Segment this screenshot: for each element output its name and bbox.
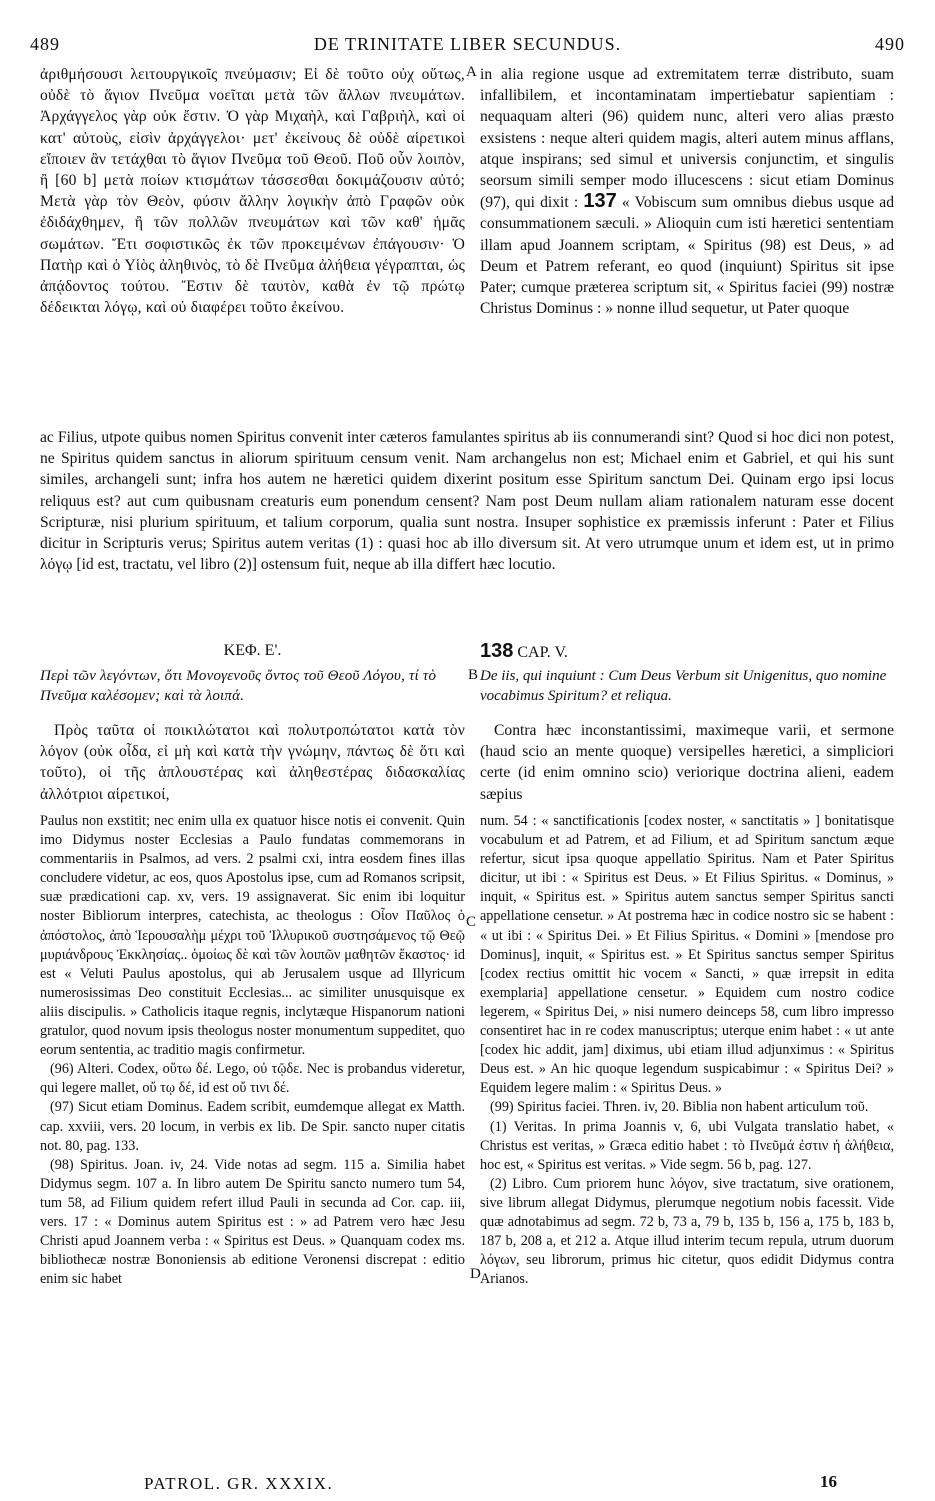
page-number-right: 490 — [875, 34, 905, 54]
margin-letter-c: C — [466, 914, 477, 930]
margin-letter-b: B — [468, 667, 479, 683]
footnote: (96) Alteri. Codex, οὕτω δέ. Lego, οὐ τῷδε. Nec is probandus videretur, qui legere mallet, οὔ τῳ δέ, id est οὔ τινι δέ. — [40, 1061, 465, 1097]
footnote: num. 54 : « sanctificationis [codex noster, « sanctitatis » ] bonitatisque vocabulum et ad Patrem, et ad Filium, et ad Spiritum sanctum æque refertur, sicut ipsa quoque appellatio Spiritus. Nam et Pater Spiritus dicitur, ut ibi : « Spiritus est Deus. » Et Filius Spiritus. « Dominus, » inquit, « Spiritus est. » Spiritus autem sanctus semper Spiritus sancti appellatione censetur. » At postrema hæc in codice nostro sic se habent : « ut ibi : « Spiritus Dei. » Et Filius Spiritus. « Domini » [mendose pro Dominus], inquit, « Spiritus est. » Et Spiritus sanctus semper Spiritus [codex rectius omittit hic vocem « Sancti, » quæ irrepsit in edita exemplaria] appellatione censetur. » Equidem cum nostro codice legerem, « Spiritus Dei, » nisi numero deinceps 58, cum libro impresso consentiret hac in re codex manuscriptus; uterque enim habet : « ut ante [codex hic addit, jam] diximus, ubi etiam illud adjunximus : « Spiritus Deus est. » An hic quoque legendum suspicabimur : « Spiritus Dei? » Equidem legere malim : « Spiritus Deus. » — [480, 813, 894, 1097]
footnotes-right — [480, 812, 894, 1289]
chapter-label: CAP. V. — [517, 644, 568, 661]
chapter-heading-greek: ΚΕΦ. Ε'. — [223, 642, 282, 659]
footnote: (97) Sicut etiam Dominus. Eadem scribit, eumdemque allegat ex Matth. cap. xxviii, vers. 20 locum, in verbis ex lib. De Spir. sancto nuper citatis not. 80, pag. 133. — [40, 1099, 465, 1154]
footnotes-left — [40, 812, 465, 1289]
latin-text-part-b: « Vobiscum sum omnibus diebus usque ad consummationem sæculi. » Alioquin cum isti hæretici sententiam illam apud Joannem scriptam, « Spiritus (98) est Deus, » ad Deum et Patrem referant, eo quod (inquiunt) Spiritus sit ipse Pater; cumque præterea scriptum sit, « Spiritus faciei (99) nostræ Christus Dominus : » nonne illud sequetur, ut Pater quoque — [480, 194, 894, 318]
greek-paragraph: ἀριθμήσουσι λειτουργικοῖς πνεύμασιν; Εἰ δὲ τοῦτο οὐχ οὕτως, οὐδὲ τὸ ἅγιον Πνεῦμα νοεῖται μετὰ τῶν ἄλλων πνευμάτων. Ἀρχάγγελος γὰρ οὐκ ἔστιν. Ὁ γὰρ Μιχαὴλ, καὶ Γαβριὴλ, καὶ οἱ κατ' αὐτοὺς, εἰσὶν ἀρχάγγελοι· μετ' ἐκείνους δὲ οὐδὲ αἱρετικοὶ εἴποιεν ἂν τετάχθαι τὸ ἅγιον Πνεῦμα τοῦ Θεοῦ. Ποῦ οὖν λοιπὸν, ἢ [60 b] μετὰ ποίων κτισμάτων τάσσεσθαι δοκιμάζουσιν αὐτό; Μετὰ γὰρ τὸν Θεὸν, φύσιν ἄλλην λογικὴν ἀπὸ Γραφῶν οὐκ ἐδιδάχθημεν, ἢ τῶν πολλῶν πνευμάτων καὶ τῶν καθ' ἡμᾶς σωμάτων. Ἔτι σοφιστικῶς ἐκ τῶν προκειμένων ἐπάγουσιν· Ὁ Πατὴρ καὶ ὁ Υἱὸς ἀληθινὸς, τὸ δὲ Πνεῦμα ἀλήθεια γέγραπται, ὡς ἀπᾴδοντος τούτου. Ἔστιν δὲ ταυτὸν, καθὰ ἐν τῷ πρώτῳ δέδεικται λόγῳ, καὶ οὐ διαφέρει τοῦτο ἐκείνου. — [40, 66, 465, 317]
latin-text-part-a: in alia regione usque ad extremitatem terræ distributo, suam infallibilem, et incontaminatam impertiebatur sapientiam : nequaquam alteri (96) quidem nunc, alteri vero alias præsto exsistens : neque alteri quidem magis, alteri autem minus afflans, atque inspirans; sed simul et universis conjunctim, et singulis seorsum simili semper modo illucescens : sicut etiam Dominus (97), qui dixit : — [480, 66, 894, 212]
latin-text-top — [480, 64, 894, 319]
margin-letter-a: A — [466, 64, 477, 80]
footnote: Paulus non exstitit; nec enim ulla ex quatuor hisce notis ei convenit. Quin imo Didymus noster Ecclesias a Paulo fundatas commemorans in commentariis in Psalmos, ad vers. 2 psalmi cxi, intra eosdem fines illas concludere videtur, ac eos, quos Apostolus ipse, cum ad Romanos scripsit, suæ prædicationi cap. xv, vers. 19 assignaverat. Sic enim ibi loquitur noster Bibliorum interpres, catechista, ac theologus : Οἷον Παῦλος ὁ ἀπόστολος, ἀπὸ Ἱερουσαλὴμ μέχρι τοῦ Ἰλλυρικοῦ συστησάμενος τῷ Θεῷ μυριάνδρους Ἐκκλησίας.. ὁμοίως δὲ καὶ τῶν λοιπῶν μαθητῶν ἕκαστος· id est « Veluti Paulus apostolus, qui ab Jerusalem usque ad Illyricum numerosissimas Deo constituit Ecclesias... ac similiter unusquisque ex aliis discipulis. » Catholicis itaque regnis, inclytæque Hispanorum nationi gratulor, quod novum ipsis theologus noster monumentum suppeditet, quo eorum sententia, ac traditio magis confirmetur. — [40, 813, 465, 1059]
chapter-summary-greek: Περὶ τῶν λεγόντων, ὅτι Μονογενοῦς ὄντος τοῦ Θεοῦ Λόγου, τί τὸ Πνεῦμα καλέσομεν; καὶ τὰ λοιπά. — [40, 668, 437, 704]
latin-paragraph — [480, 64, 894, 319]
footnote: (1) Veritas. In prima Joannis v, 6, ubi Vulgata translatio habet, « Christus est veritas, » Græca editio habet : τὸ Πνεῦμά ἐστιν ἡ ἀλήθεια, hoc est, « Spiritus est veritas. » Vide segm. 56 b, pag. 127. — [480, 1118, 894, 1173]
greek-text-top — [40, 64, 465, 318]
footnote: (98) Spiritus. Joan. iv, 24. Vide notas ad segm. 115 a. Similia habet Didymus segm. 107 a. In libro autem De Spiritu sancto numero tum 54, tum 58, ad Filium quidem refert illud Pauli in secunda ad Cor. cap. iii, vers. 17 : « Dominus autem Spiritus est : » ad Patrem vero hæc Jesu Christi apud Joannem verba : « Spiritus est Deus. » Quanquam codex ms. bibliothecæ nostræ Bononiensis ab editione Veronensi discrepat : editio enim sic habet — [40, 1156, 465, 1288]
latin-body-text — [480, 720, 894, 805]
page-number-left: 489 — [30, 34, 60, 54]
chapter-heading-latin — [480, 640, 894, 663]
latin-text-full-width — [40, 427, 894, 575]
latin-body-paragraph: Contra hæc inconstantissimi, maximeque varii, et sermone (haud scio an mente quoque) versipelles hæretici, a simpliciori certe (id enim omnino scio) veriorique doctrina alieni, eadem sæpius — [480, 722, 894, 803]
latin-full-paragraph: ac Filius, utpote quibus nomen Spiritus convenit inter cæteros famulantes spiritus ab iis connumerandi sint? Quod si hoc dici non potest, ne Spiritus quidem sanctus in aliorum spirituum censum venit. Nam archangelus non est; Michael enim et Gabriel, et qui his sunt similes, archangeli sunt; infra hos autem ne hæretici quidem dixerint positum esse Spiritum sanctum Dei. Quinam ergo ipsi locus reliquus est? aut cum quibusnam creaturis eum ponendum censent? Nam post Deum nullam aliam rationalem naturam esse docent Scripturæ, nisi plurium spirituum, et talium corporum, qualia sunt nostra. Insuper sophistice ex præmissis inferunt : Pater et Filius dicitur in Scripturis verus; Spiritus autem veritas (1) : quasi hoc ab illo diversum sit. At vero utrumque unum et idem est, ut in primo λόγῳ [id est, tractatu, vel libro (2)] ostensum fuit, neque ab illa differt hæc locutio. — [40, 429, 894, 574]
footer-signature: PATROL. GR. XXXIX. — [144, 1474, 334, 1493]
column-number-138: 138 — [480, 640, 514, 662]
running-title: DE TRINITATE LIBER SECUNDUS. — [313, 34, 622, 54]
margin-letter-d: D — [470, 1266, 481, 1282]
footnote: (99) Spiritus faciei. Thren. iv, 20. Biblia non habent articulum τοῦ. — [490, 1099, 869, 1116]
greek-body-text — [40, 720, 465, 805]
chapter-summary-latin: De iis, qui inquiunt : Cum Deus Verbum sit Unigenitus, quo nomine vocabimus Spiritum? et reliqua. — [480, 668, 887, 704]
footnote: (2) Libro. Cum priorem hunc λόγον, sive tractatum, sive orationem, sive librum allegat Didymus, plerumque negotium nobis facessit. Vide quæ adnotabimus ad segm. 72 b, 73 a, 79 b, 135 b, 156 a, 175 b, 183 b, 187 b, 208 a, et 212 a. Atque illud interim tecum repula, utrum duorum λόγων, seu librorum, primus hic citetur, quos edidit Didymus contra Arianos. — [480, 1175, 894, 1288]
column-number-137: 137 — [583, 190, 617, 213]
footer-sheet-number: 16 — [820, 1472, 837, 1491]
greek-body-paragraph: Πρὸς ταῦτα οἱ ποικιλώτατοι καὶ πολυτροπώτατοι κατὰ τὸν λόγον (οὐκ οἶδα, εἰ μὴ καὶ κατὰ τὴν γνώμην, πάντως δὲ ὅτι καὶ τοῦτο), οἱ τῆς ἁπλουστέρας καὶ ἀληθεστέρας διδασκαλίας ἀλλότριοι αἱρετικοί, — [40, 722, 465, 803]
